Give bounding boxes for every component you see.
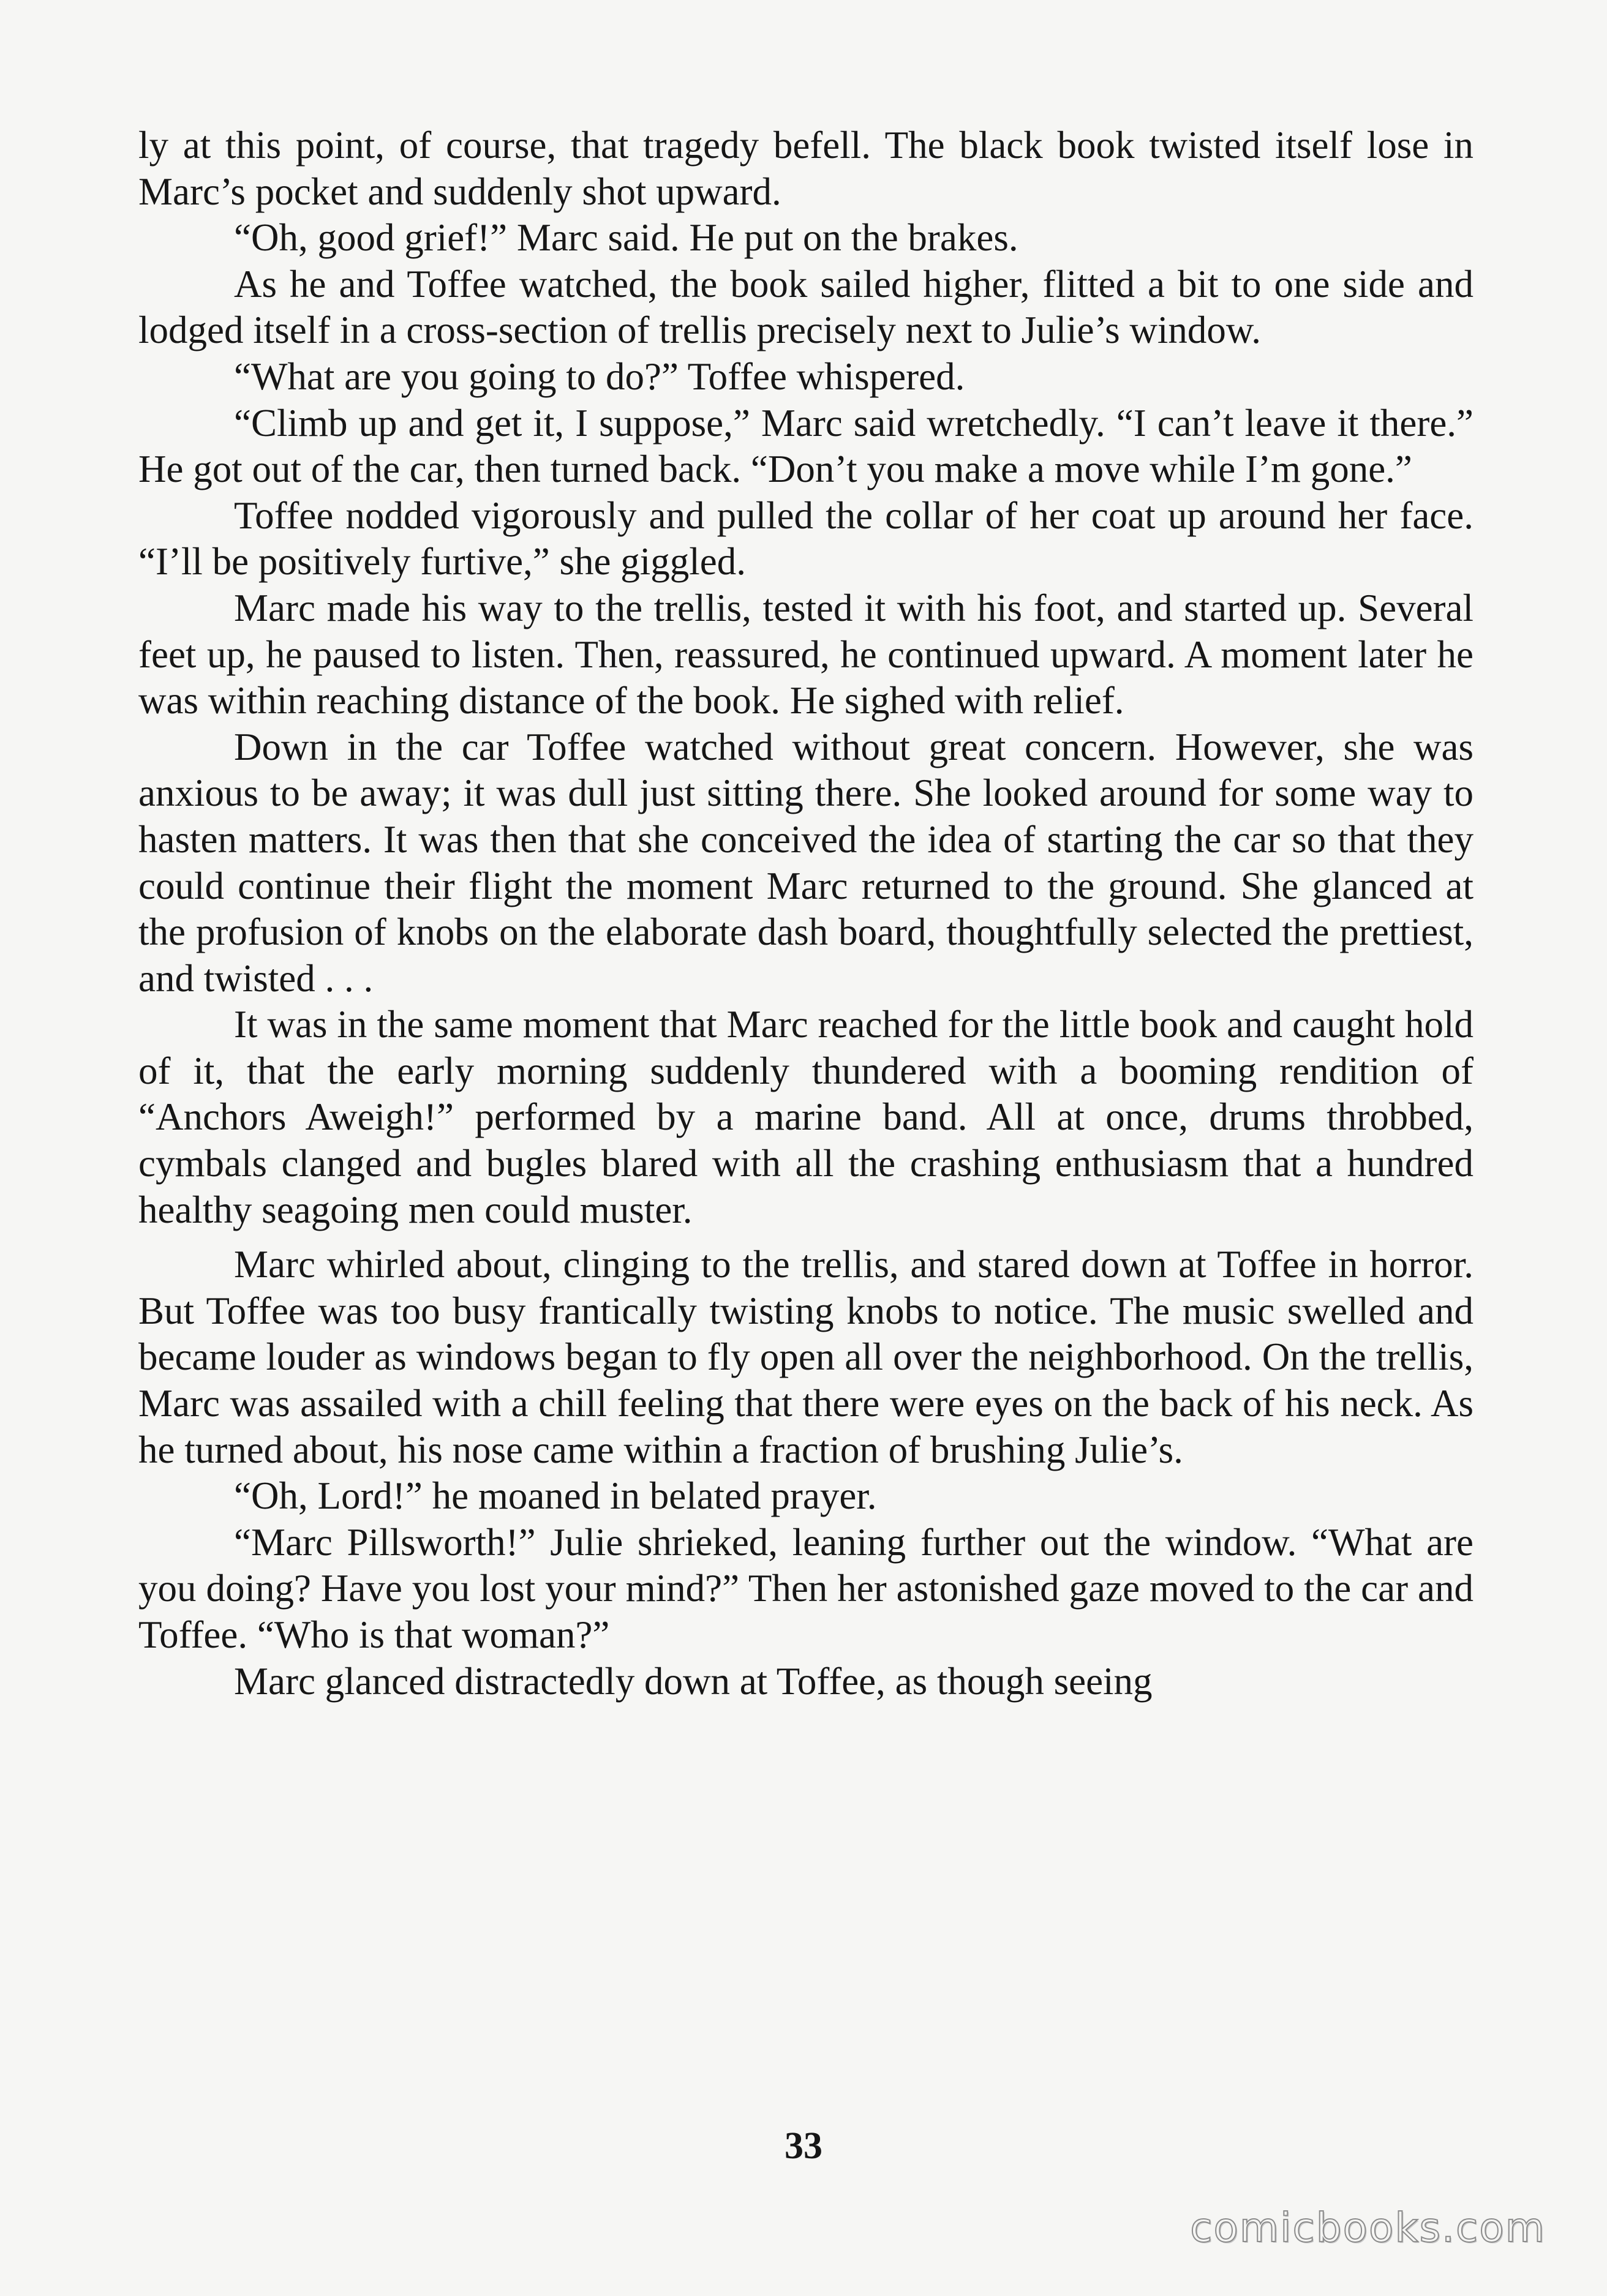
- watermark-logo: comicbooks.com: [1190, 2204, 1546, 2251]
- paragraph: “Oh, good grief!” Marc said. He put on the brakes.: [234, 216, 1018, 260]
- paragraph: ly at this point, of course, that tragedy befell. The black book twisted itself lose in Marc’s pocket and suddenly shot upward.: [138, 124, 1473, 213]
- body-text: [138, 122, 1473, 1705]
- page-number: 33: [785, 2125, 822, 2167]
- paragraph: “What are you going to do?” Toffee whispered.: [234, 355, 965, 398]
- paragraph: Marc whirled about, clinging to the trellis, and stared down at Toffee in horror. But Toffee was too busy frantically twisting knobs to notice. The music swelled and became louder as windows began to fly open all over the neighborhood. On the trellis, Marc was assailed with a chill feeling that there were eyes on the back of his neck. As he turned about, his nose came within a fraction of brushing Julie’s.: [138, 1243, 1473, 1471]
- paragraph: Marc made his way to the trellis, tested it with his foot, and started up. Several feet up, he paused to listen. Then, reassured, he continued upward. A moment later he was within reaching distance of the book. He sighed with relief.: [138, 586, 1473, 722]
- paragraph: “Climb up and get it, I suppose,” Marc said wretchedly. “I can’t leave it there.” He got out of the car, then turned back. “Don’t you make a move while I’m gone.”: [138, 401, 1473, 491]
- paragraph: Marc glanced distractedly down at Toffee, as though seeing: [234, 1659, 1153, 1703]
- paragraph: Toffee nodded vigorously and pulled the collar of her coat up around her face. “I’ll be positively furtive,” she giggled.: [138, 493, 1473, 583]
- paragraph: It was in the same moment that Marc reached for the little book and caught hold of it, that the early morning suddenly thundered with a booming rendition of “Anchors Aweigh!” performed by a marine band. All at once, drums throbbed, cymbals clanged and bugles blared with all the crashing enthusiasm that a hundred healthy seagoing men could muster.: [138, 1003, 1473, 1231]
- paragraph: “Oh, Lord!” he moaned in belated prayer.: [234, 1474, 877, 1518]
- paragraph: As he and Toffee watched, the book sailed higher, flitted a bit to one side and lodged itself in a cross-section of trellis precisely next to Julie’s window.: [138, 262, 1473, 352]
- paragraph: “Marc Pillsworth!” Julie shrieked, leaning further out the window. “What are you doing? Have you lost your mind?” Then her astonished gaze moved to the car and Toffee. “Who is that woman?”: [138, 1520, 1473, 1656]
- paragraph: Down in the car Toffee watched without great concern. However, she was anxious to be away; it was dull just sitting there. She looked around for some way to hasten matters. It was then that she conceived the idea of starting the car so that they could continue their flight the moment Marc returned to the ground. She glanced at the profusion of knobs on the elaborate dash board, thoughtfully selected the prettiest, and twisted . . .: [138, 725, 1473, 1000]
